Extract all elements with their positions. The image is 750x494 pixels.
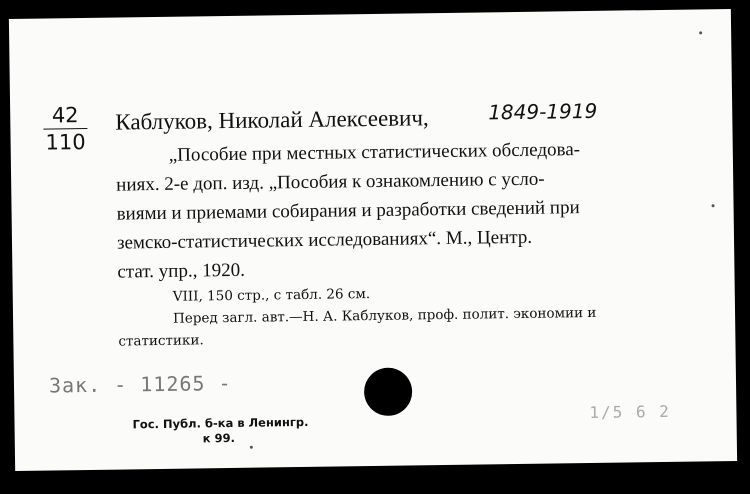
title-line-3: виями и приемами собирания и разработки сведений при bbox=[116, 197, 580, 225]
speck bbox=[699, 31, 702, 34]
title-line-5: стат. упр., 1920. bbox=[117, 259, 246, 283]
author-heading: Каблуков, Николай Алексеевич, bbox=[115, 105, 429, 135]
accession-stamp: Зак. - 11265 - bbox=[48, 370, 232, 398]
shelfmark bbox=[43, 104, 88, 154]
title-line-1: „Пособие при местных статистических обследова- bbox=[168, 139, 581, 166]
title-line-4: земско-статистических исследованиях“. М., Центр. bbox=[116, 226, 533, 254]
shelfmark-top: 42 bbox=[51, 103, 79, 128]
author-years: 1849-1919 bbox=[488, 98, 598, 125]
punch-hole bbox=[364, 367, 413, 416]
library-imprint-line-2: к 99. bbox=[202, 430, 236, 446]
title-line-2: ниях. 2-е доп. изд. „Пособия к ознакомлению с усло- bbox=[116, 168, 545, 196]
shelfmark-bottom: 110 bbox=[45, 130, 86, 155]
library-imprint-line-1: Гос. Публ. б-ка в Ленингр. bbox=[132, 414, 309, 432]
speck bbox=[250, 446, 253, 449]
speck bbox=[712, 204, 715, 207]
note-line-2: статистики. bbox=[118, 332, 204, 350]
physical-description: VIII, 150 стр., с табл. 26 см. bbox=[172, 286, 371, 305]
catalog-card bbox=[9, 9, 737, 471]
faded-stamp: 1/5 6 2 bbox=[589, 401, 671, 422]
note-line-1: Перед загл. авт.—Н. А. Каблуков, проф. полит. экономии и bbox=[172, 304, 597, 327]
